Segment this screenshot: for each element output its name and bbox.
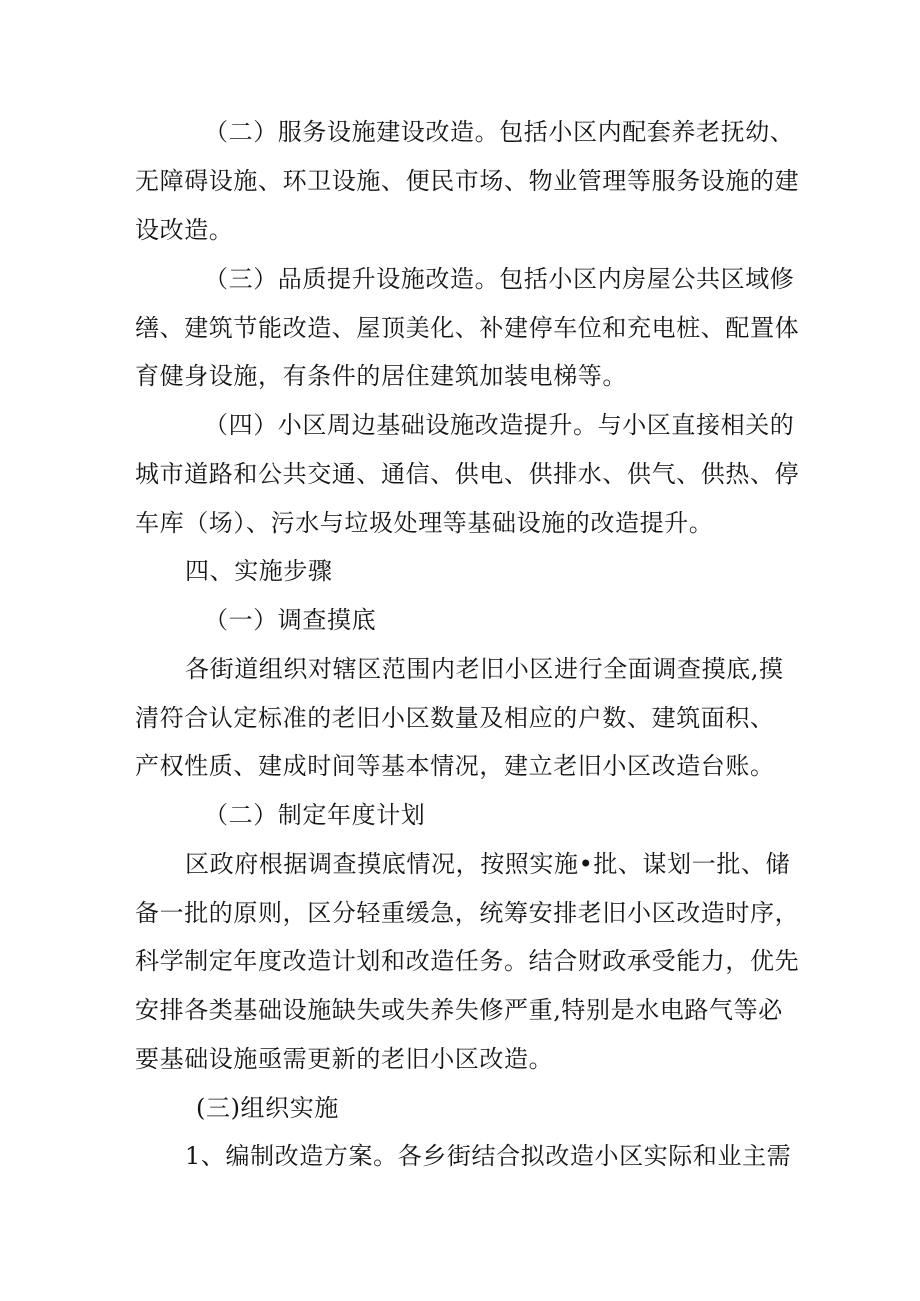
paragraph-line: 无障碍设施、环卫设施、便民市场、物业管理等服务设施的建: [135, 167, 800, 195]
subsection-heading: （一）调查摸底: [204, 606, 377, 634]
section-heading: 四、实施步骤: [185, 557, 333, 585]
paragraph-line: 清符合认定标准的老旧小区数量及相应的户数、建筑面积、: [135, 704, 775, 732]
paragraph-line: 设改造。: [135, 216, 234, 244]
paragraph-line: 城市道路和公共交通、通信、供电、供排水、供气、供热、停: [135, 460, 800, 488]
paragraph-line: 安排各类基础设施缺失或失养失修严重,特别是水电路气等必: [135, 996, 783, 1024]
paragraph-line: 车库（场）、污水与垃圾处理等基础设施的改造提升。: [135, 509, 714, 537]
paragraph-line: 备一批的原则，区分轻重缓急，统筹安排老旧小区改造时序，: [135, 899, 800, 927]
subsection-heading: （二）制定年度计划: [204, 801, 426, 829]
paragraph-line: 区政府根据调查摸底情况，按照实施•批、谋划一批、储: [185, 850, 791, 878]
paragraph-line: 产权性质、建成时间等基本情况，建立老旧小区改造台账。: [135, 752, 775, 780]
paragraph-line: 缮、建筑节能改造、屋顶美化、补建停车位和充电桩、配置体: [135, 314, 800, 342]
paragraph-line: （三）品质提升设施改造。包括小区内房屋公共区域修: [204, 265, 795, 293]
paragraph-line: （二）服务设施建设改造。包括小区内配套养老抚幼、: [204, 118, 795, 146]
paragraph-line: 要基础设施亟需更新的老旧小区改造。: [135, 1045, 554, 1073]
paragraph-line: 1、编制改造方案。各乡街结合拟改造小区实际和业主需: [185, 1142, 792, 1170]
paragraph-line: （四）小区周边基础设施改造提升。与小区直接相关的: [204, 411, 795, 439]
paragraph-line: 育健身设施，有条件的居住建筑加装电梯等。: [135, 362, 627, 390]
paragraph-line: 科学制定年度改造计划和改造任务。结合财政承受能力，优先: [135, 947, 800, 975]
subsection-heading: (三)组织实施: [196, 1094, 339, 1122]
paragraph-line: 各街道组织对辖区范围内老旧小区进行全面调查摸底,摸: [185, 655, 784, 683]
